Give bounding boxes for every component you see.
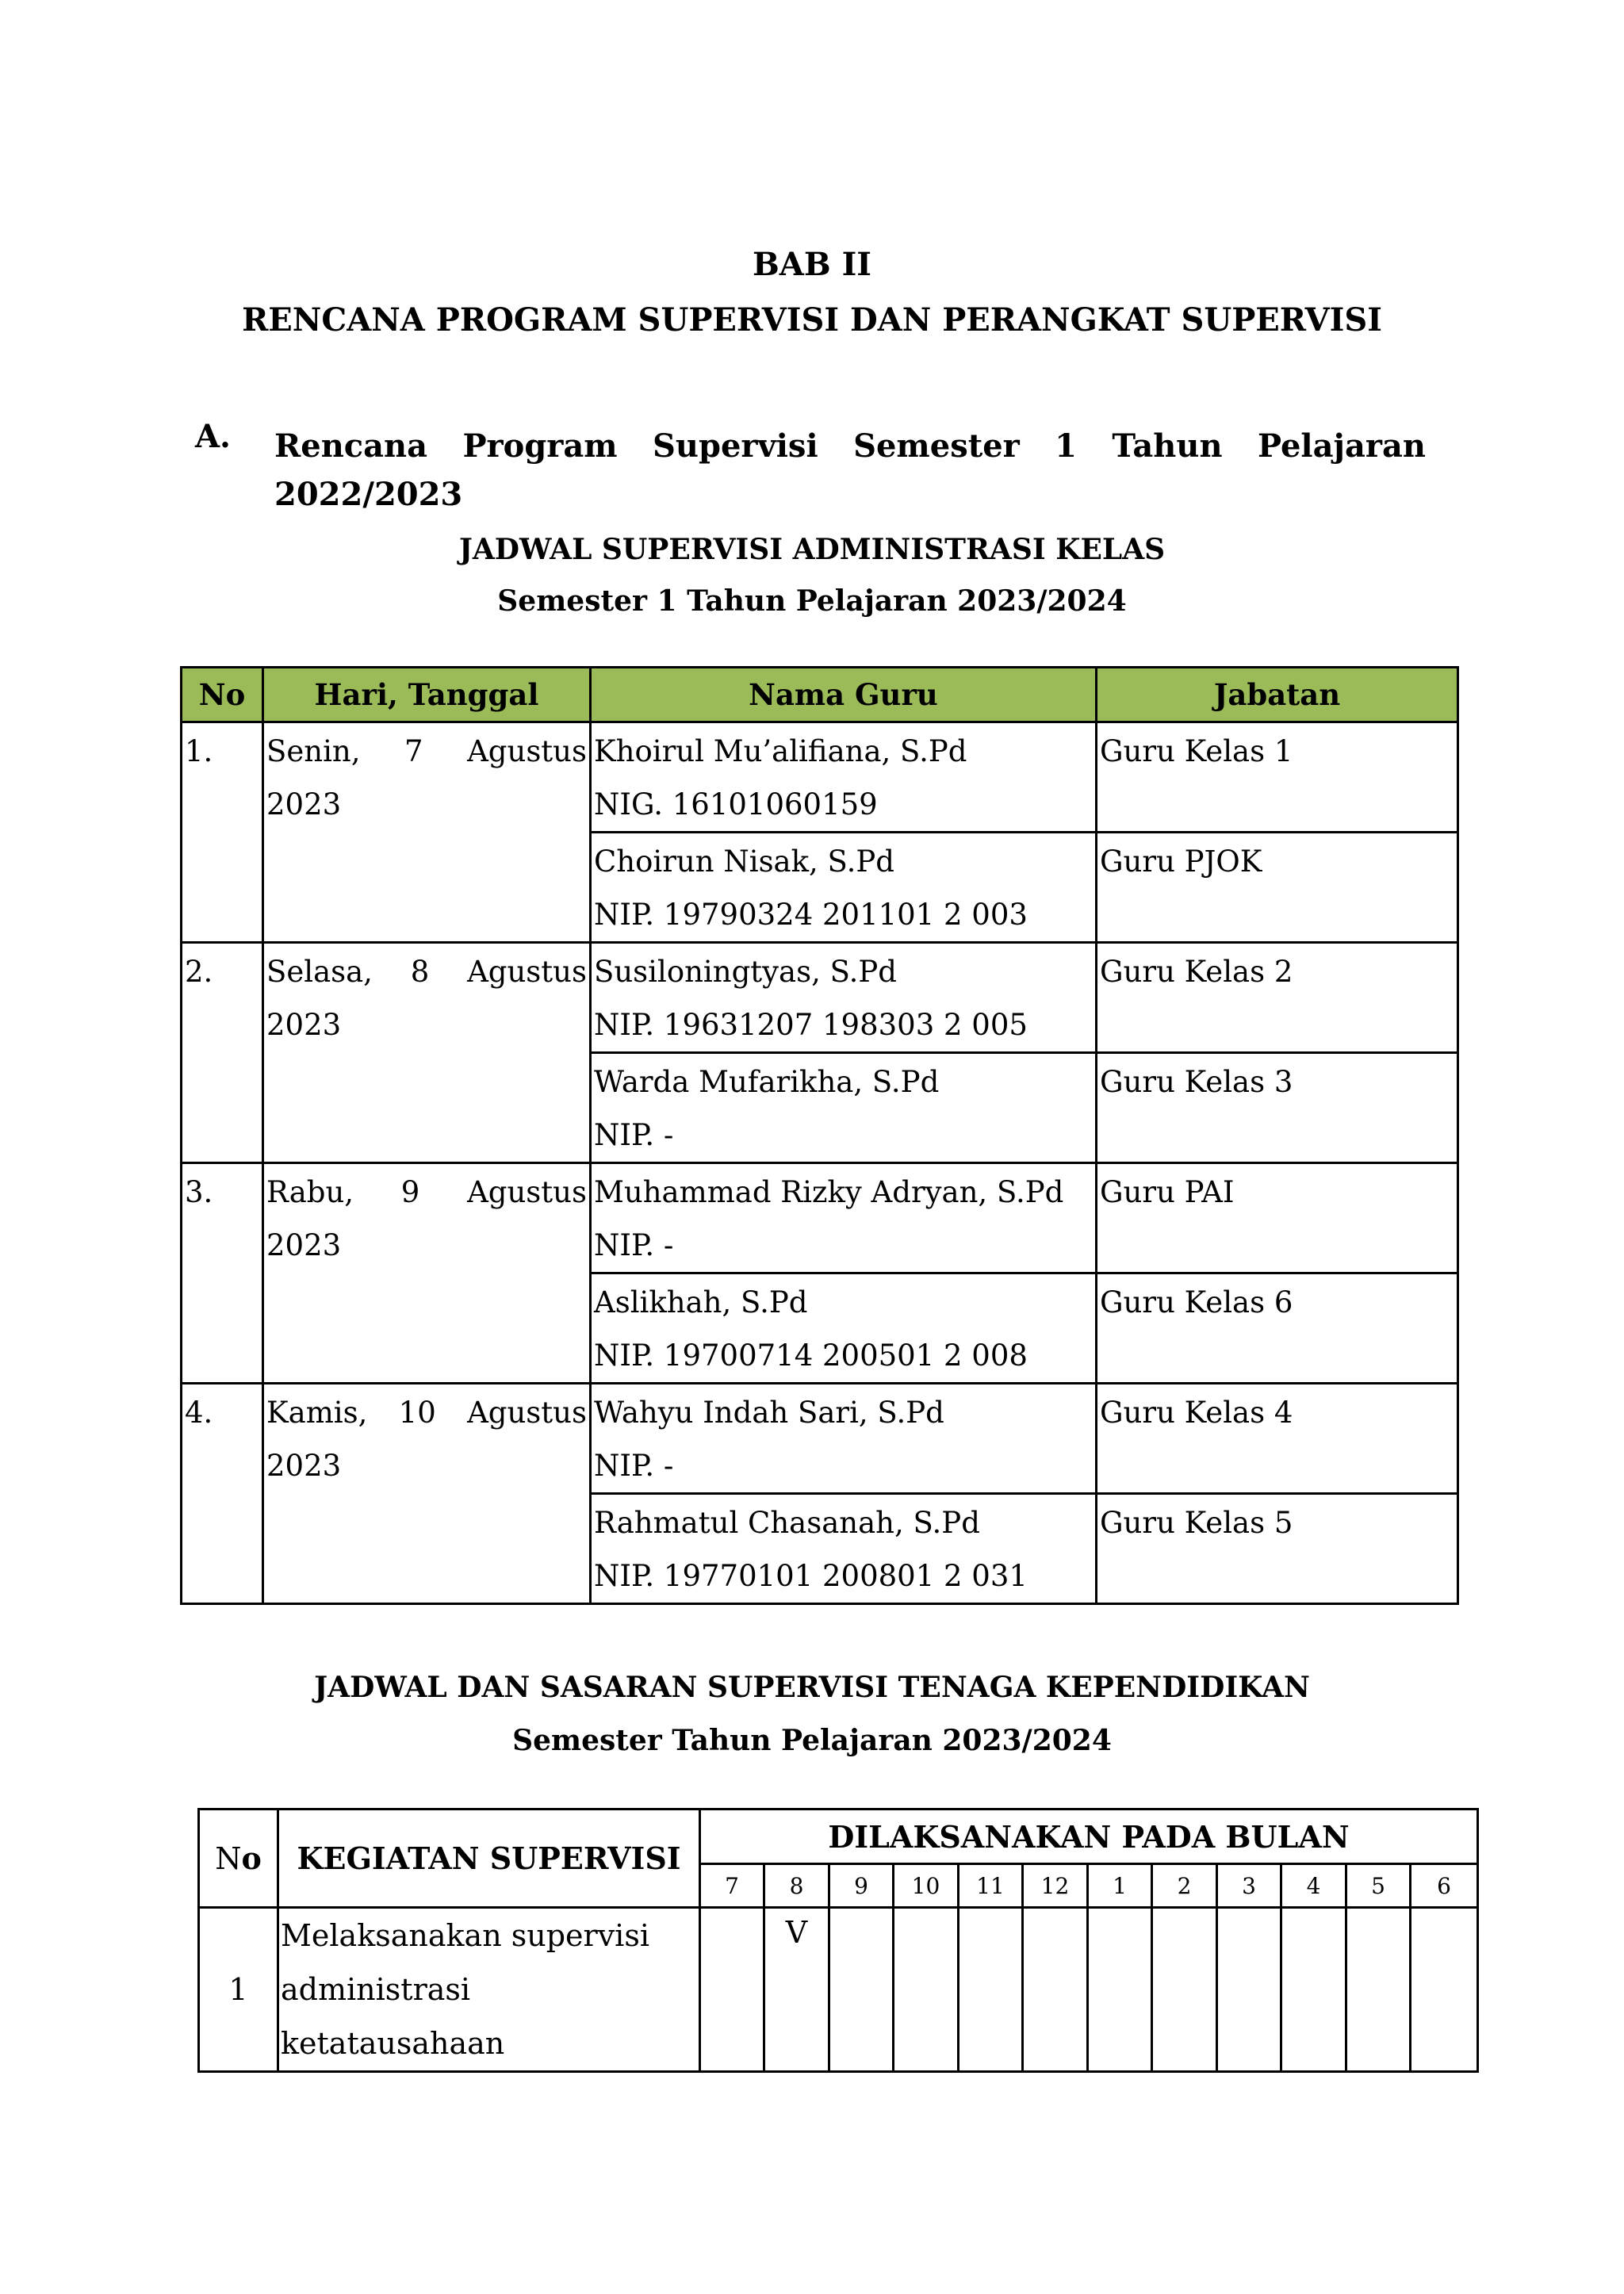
date-line (266, 945, 587, 998)
cell-date (263, 1384, 591, 1604)
header-teacher: Nama Guru (591, 668, 1097, 722)
chapter-heading: BAB II (753, 246, 871, 283)
date-part: 10 (398, 1396, 436, 1430)
header-activity: KEGIATAN SUPERVISI (278, 1810, 700, 1908)
table-row (182, 1384, 1458, 1494)
date-part: Kamis, (266, 1396, 368, 1430)
teacher-name: Wahyu Indah Sari, S.Pd (594, 1396, 944, 1430)
class-supervision-table (180, 666, 1459, 1605)
header-no: No (199, 1810, 278, 1908)
cell-no: 2. (182, 943, 263, 1163)
table1-subtitle: Semester 1 Tahun Pelajaran 2023/2024 (497, 584, 1127, 618)
date-line (266, 1386, 587, 1439)
month-cell (959, 1908, 1023, 2072)
cell-teacher (591, 1163, 1097, 1273)
header-date: Hari, Tanggal (263, 668, 591, 722)
teacher-name: Warda Mufarikha, S.Pd (594, 1065, 940, 1099)
teacher-id: NIP. - (594, 1228, 674, 1262)
month-cell (1217, 1908, 1281, 2072)
table-header-row (199, 1810, 1478, 1864)
section-heading: Rencana Program Supervisi Semester 1 Tahun Pelajaran (274, 427, 1426, 465)
month-cell (1152, 1908, 1217, 2072)
month-header: 3 (1217, 1864, 1281, 1908)
month-cell (829, 1908, 894, 2072)
teacher-name: Susiloningtyas, S.Pd (594, 955, 897, 989)
month-cell (1346, 1908, 1411, 2072)
cell-position: Guru Kelas 5 (1097, 1494, 1458, 1604)
date-part: Selasa, (266, 955, 373, 989)
cell-teacher (591, 1384, 1097, 1494)
teacher-id: NIP. - (594, 1118, 674, 1152)
month-header: 9 (829, 1864, 894, 1908)
date-part: Agustus (467, 1175, 587, 1209)
cell-no: 3. (182, 1163, 263, 1384)
table-body (182, 722, 1458, 1604)
month-cell (1088, 1908, 1152, 2072)
cell-teacher (591, 1053, 1097, 1163)
section-year: 2022/2023 (274, 476, 463, 513)
date-year: 2023 (266, 1228, 342, 1262)
date-part: Agustus (467, 734, 587, 768)
header-months: DILAKSANAKAN PADA BULAN (700, 1810, 1478, 1864)
cell-position: Guru Kelas 4 (1097, 1384, 1458, 1494)
date-year: 2023 (266, 1449, 342, 1483)
section-letter: A. (195, 418, 231, 455)
date-part: Rabu, (266, 1175, 354, 1209)
teacher-name: Muhammad Rizky Adryan, S.Pd (594, 1175, 1064, 1209)
cell-position: Guru Kelas 2 (1097, 943, 1458, 1053)
teacher-id: NIP. 19770101 200801 2 031 (594, 1559, 1028, 1593)
month-header: 5 (1346, 1864, 1411, 1908)
table-row (182, 943, 1458, 1053)
month-cell (1411, 1908, 1478, 2072)
month-cell (894, 1908, 959, 2072)
cell-no: 4. (182, 1384, 263, 1604)
header-position: Jabatan (1097, 668, 1458, 722)
cell-date (263, 722, 591, 943)
date-part: Agustus (467, 1396, 587, 1430)
cell-no: 1 (199, 1908, 278, 2072)
table-header-row (182, 668, 1458, 722)
month-header: 10 (894, 1864, 959, 1908)
month-cell (1023, 1908, 1088, 2072)
cell-teacher (591, 1273, 1097, 1384)
month-header: 4 (1281, 1864, 1346, 1908)
teacher-id: NIP. 19790324 201101 2 003 (594, 898, 1028, 932)
cell-date (263, 943, 591, 1163)
month-header: 2 (1152, 1864, 1217, 1908)
cell-position: Guru Kelas 6 (1097, 1273, 1458, 1384)
date-part: 7 (404, 734, 423, 768)
cell-teacher (591, 722, 1097, 833)
cell-teacher (591, 833, 1097, 943)
teacher-id: NIP. - (594, 1449, 674, 1483)
month-cell (1281, 1908, 1346, 2072)
date-part: 9 (400, 1175, 420, 1209)
teacher-name: Rahmatul Chasanah, S.Pd (594, 1506, 980, 1540)
cell-date (263, 1163, 591, 1384)
month-header: 8 (764, 1864, 829, 1908)
cell-teacher (591, 943, 1097, 1053)
cell-teacher (591, 1494, 1097, 1604)
teacher-name: Choirun Nisak, S.Pd (594, 844, 894, 879)
date-line (266, 1166, 587, 1219)
teacher-name: Aslikhah, S.Pd (594, 1285, 808, 1319)
date-line (266, 725, 587, 778)
cell-activity (278, 1908, 700, 2072)
cell-position: Guru Kelas 1 (1097, 722, 1458, 833)
cell-position: Guru PJOK (1097, 833, 1458, 943)
table1-title: JADWAL SUPERVISI ADMINISTRASI KELAS (458, 533, 1166, 566)
table-row (182, 722, 1458, 833)
date-year: 2023 (266, 787, 342, 821)
cell-no: 1. (182, 722, 263, 943)
month-header: 12 (1023, 1864, 1088, 1908)
staff-supervision-table (197, 1808, 1479, 2073)
date-year: 2023 (266, 1008, 342, 1042)
month-header: 6 (1411, 1864, 1478, 1908)
month-header: 11 (959, 1864, 1023, 1908)
cell-position: Guru PAI (1097, 1163, 1458, 1273)
table2-subtitle: Semester Tahun Pelajaran 2023/2024 (512, 1724, 1112, 1757)
chapter-title: RENCANA PROGRAM SUPERVISI DAN PERANGKAT SUPERVISI (242, 301, 1382, 339)
activity-line: administrasi ketatausahaan (281, 1972, 505, 2061)
table2-title: JADWAL DAN SASARAN SUPERVISI TENAGA KEPENDIDIKAN (314, 1671, 1310, 1704)
date-part: Senin, (266, 734, 361, 768)
teacher-id: NIP. 19631207 198303 2 005 (594, 1008, 1028, 1042)
date-part: Agustus (467, 955, 587, 989)
teacher-id: NIP. 19700714 200501 2 008 (594, 1338, 1028, 1373)
month-cell (700, 1908, 764, 2072)
table-row (199, 1908, 1478, 2072)
table-body (199, 1908, 1478, 2072)
date-part: 8 (410, 955, 430, 989)
teacher-id: NIG. 16101060159 (594, 787, 878, 821)
cell-position: Guru Kelas 3 (1097, 1053, 1458, 1163)
month-cell: V (764, 1908, 829, 2072)
activity-line: Melaksanakan supervisi (281, 1918, 649, 1953)
month-header: 1 (1088, 1864, 1152, 1908)
teacher-name: Khoirul Mu’alifiana, S.Pd (594, 734, 967, 768)
table-row (182, 1163, 1458, 1273)
month-header: 7 (700, 1864, 764, 1908)
header-no: No (182, 668, 263, 722)
